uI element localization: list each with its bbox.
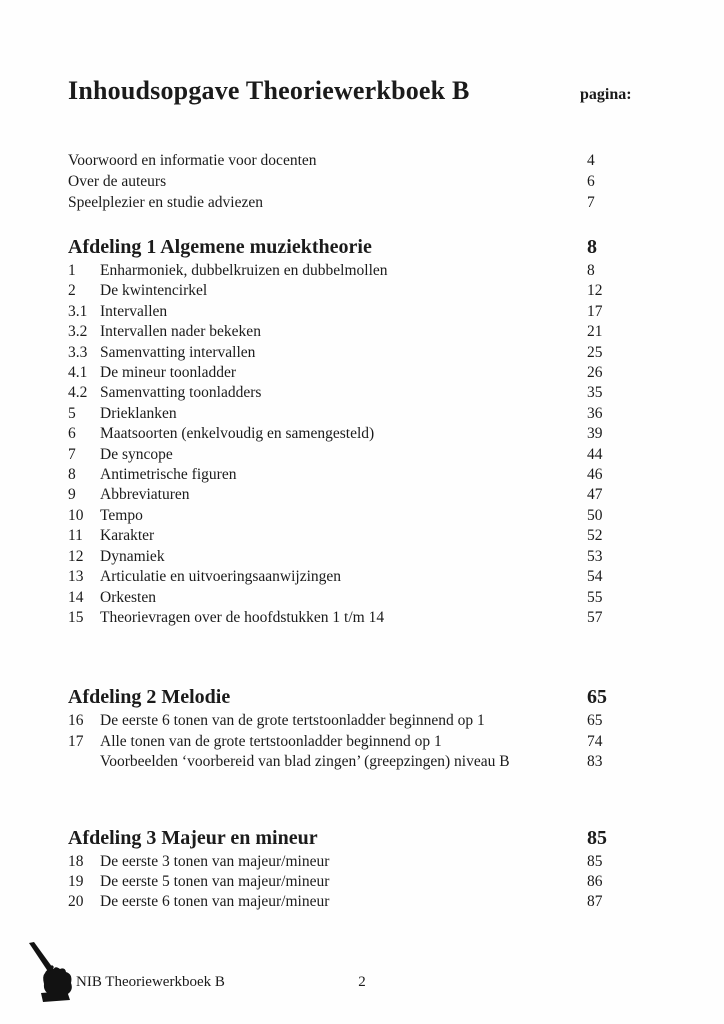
- toc-entry: [68, 322, 640, 342]
- entry-number: 19: [68, 872, 84, 890]
- entry-number: 18: [68, 852, 84, 870]
- entry-number: 9: [68, 486, 76, 504]
- entry-title: Voorwoord en informatie voor docenten: [68, 152, 317, 169]
- entry-page: 54: [587, 568, 603, 586]
- toc-entry: [68, 171, 640, 192]
- entry-page: 25: [587, 343, 603, 361]
- entry-title: Theorievragen over de hoofdstukken 1 t/m 14: [100, 608, 385, 626]
- toc-content: [68, 0, 640, 913]
- entry-number: 3.3: [68, 343, 88, 361]
- entry-title: Antimetrische figuren: [100, 466, 237, 484]
- toc-entry: [68, 506, 640, 526]
- entry-title: Orkesten: [100, 588, 156, 606]
- toc-entry: [68, 363, 640, 383]
- entry-title: De mineur toonladder: [100, 364, 237, 382]
- entry-page: 12: [587, 282, 603, 300]
- toc-entry: [68, 424, 640, 444]
- entry-number: 17: [68, 732, 84, 750]
- toc-entry: [68, 485, 640, 505]
- entry-title: De syncope: [100, 445, 173, 463]
- entry-page: 47: [587, 486, 603, 504]
- entry-title: De eerste 3 tonen van majeur/mineur: [100, 852, 330, 870]
- entry-title: De kwintencirkel: [100, 282, 208, 300]
- toc-entry: [68, 281, 640, 301]
- entry-page: 85: [587, 852, 603, 870]
- toc-entry: [68, 547, 640, 567]
- entry-page: 7: [587, 194, 595, 211]
- toc-entry: [68, 526, 640, 546]
- entry-page: 86: [587, 872, 603, 890]
- entry-title: Maatsoorten (enkelvoudig en samengesteld): [100, 425, 375, 443]
- toc-entry: [68, 343, 640, 363]
- toc-entry: [68, 261, 640, 281]
- entry-title: Dynamiek: [100, 547, 165, 565]
- entry-page: 8: [587, 262, 595, 279]
- entry-number: 20: [68, 893, 84, 911]
- section-page: 65: [587, 686, 607, 709]
- entry-page: 26: [587, 364, 603, 382]
- entry-number: 10: [68, 506, 84, 524]
- toc-entry: [68, 892, 640, 912]
- footer-brand: NIB Theoriewerkboek B: [76, 974, 225, 990]
- entry-page: 55: [587, 588, 603, 606]
- section-heading: Afdeling 2 Melodie: [68, 686, 231, 709]
- entry-page: 74: [587, 732, 603, 750]
- entry-page: 17: [587, 302, 603, 320]
- entry-page: 21: [587, 323, 603, 341]
- entry-number: 2: [68, 282, 76, 300]
- section-heading: Afdeling 1 Algemene muziektheorie: [68, 236, 372, 258]
- toc-entry: [68, 711, 640, 731]
- section-page: 85: [587, 826, 607, 849]
- section-afdeling-1: [68, 234, 640, 628]
- section-heading-row: [68, 825, 640, 852]
- entry-title: Speelplezier en studie adviezen: [68, 194, 263, 211]
- entry-number: 8: [68, 466, 76, 484]
- entry-number: 3.1: [68, 302, 88, 320]
- toc-entry: [68, 752, 640, 772]
- entry-number: [68, 752, 100, 772]
- entry-page: 83: [587, 753, 603, 771]
- section-heading: Afdeling 3 Majeur en mineur: [68, 826, 318, 849]
- toc-entry: [68, 383, 640, 403]
- toc-entry: [68, 192, 640, 213]
- section-heading-row: [68, 684, 640, 711]
- page-title: Inhoudsopgave Theoriewerkboek B: [68, 76, 470, 105]
- entry-title: De eerste 6 tonen van de grote tertstoonladder beginnend op 1: [100, 712, 485, 730]
- section-page: 8: [587, 236, 597, 258]
- front-matter: [68, 150, 640, 213]
- page-footer: [0, 938, 724, 1018]
- page-column-label: pagina:: [580, 86, 632, 103]
- entry-page: 87: [587, 893, 603, 911]
- toc-entry: [68, 872, 640, 892]
- entry-title: Samenvatting intervallen: [100, 343, 256, 361]
- header: [68, 76, 640, 106]
- entry-title: Karakter: [100, 527, 155, 545]
- section-afdeling-3: [68, 825, 640, 913]
- toc-entry: [68, 404, 640, 424]
- entry-title: Drieklanken: [100, 404, 177, 422]
- toc-entry: [68, 150, 640, 171]
- entry-number: 14: [68, 588, 84, 606]
- footer-page-number: 2: [358, 974, 366, 990]
- entry-title: Intervallen: [100, 302, 168, 320]
- entry-number: 11: [68, 527, 83, 545]
- entry-number: 16: [68, 712, 84, 730]
- entry-number: 1: [68, 262, 76, 279]
- toc-entry: [68, 608, 640, 628]
- entry-title: Tempo: [100, 506, 143, 524]
- entry-title: Articulatie en uitvoeringsaanwijzingen: [100, 568, 342, 586]
- toc-entry: [68, 567, 640, 587]
- entry-page: 44: [587, 445, 603, 463]
- entry-page: 65: [587, 712, 603, 730]
- entry-page: 35: [587, 384, 603, 402]
- entry-title: Voorbeelden ‘voorbereid van blad zingen’ (greepzingen) niveau B: [100, 753, 510, 771]
- entry-title: De eerste 5 tonen van majeur/mineur: [100, 872, 330, 890]
- entry-page: 57: [587, 608, 603, 626]
- entry-title: De eerste 6 tonen van majeur/mineur: [100, 893, 330, 911]
- entry-page: 53: [587, 547, 603, 565]
- toc-entry: [68, 852, 640, 872]
- toc-entry: [68, 732, 640, 752]
- entry-number: 13: [68, 568, 84, 586]
- toc-entry: [68, 465, 640, 485]
- entry-page: 4: [587, 152, 595, 169]
- entry-page: 50: [587, 506, 603, 524]
- entry-title: Alle tonen van de grote tertstoonladder beginnend op 1: [100, 732, 442, 750]
- section-afdeling-2: [68, 684, 640, 772]
- entry-number: 7: [68, 445, 76, 463]
- quill-hand-logo-icon: [27, 942, 77, 1004]
- entry-page: 36: [587, 404, 603, 422]
- entry-page: 6: [587, 173, 595, 190]
- entry-number: 15: [68, 608, 84, 626]
- entry-page: 39: [587, 425, 603, 443]
- entry-number: 5: [68, 404, 76, 422]
- entry-title: Over de auteurs: [68, 173, 167, 190]
- entry-title: Enharmoniek, dubbelkruizen en dubbelmollen: [100, 262, 388, 279]
- entry-number: 12: [68, 547, 84, 565]
- entry-number: 3.2: [68, 323, 88, 341]
- entry-number: 6: [68, 425, 76, 443]
- entry-page: 46: [587, 466, 603, 484]
- entry-page: 52: [587, 527, 603, 545]
- toc-entry: [68, 588, 640, 608]
- entry-number: 4.2: [68, 384, 88, 402]
- entry-title: Intervallen nader bekeken: [100, 323, 261, 341]
- entry-title: Samenvatting toonladders: [100, 384, 262, 402]
- entry-number: 4.1: [68, 364, 88, 382]
- toc-entry: [68, 445, 640, 465]
- section-heading-row: [68, 234, 640, 261]
- toc-entry: [68, 302, 640, 322]
- entry-title: Abbreviaturen: [100, 486, 190, 504]
